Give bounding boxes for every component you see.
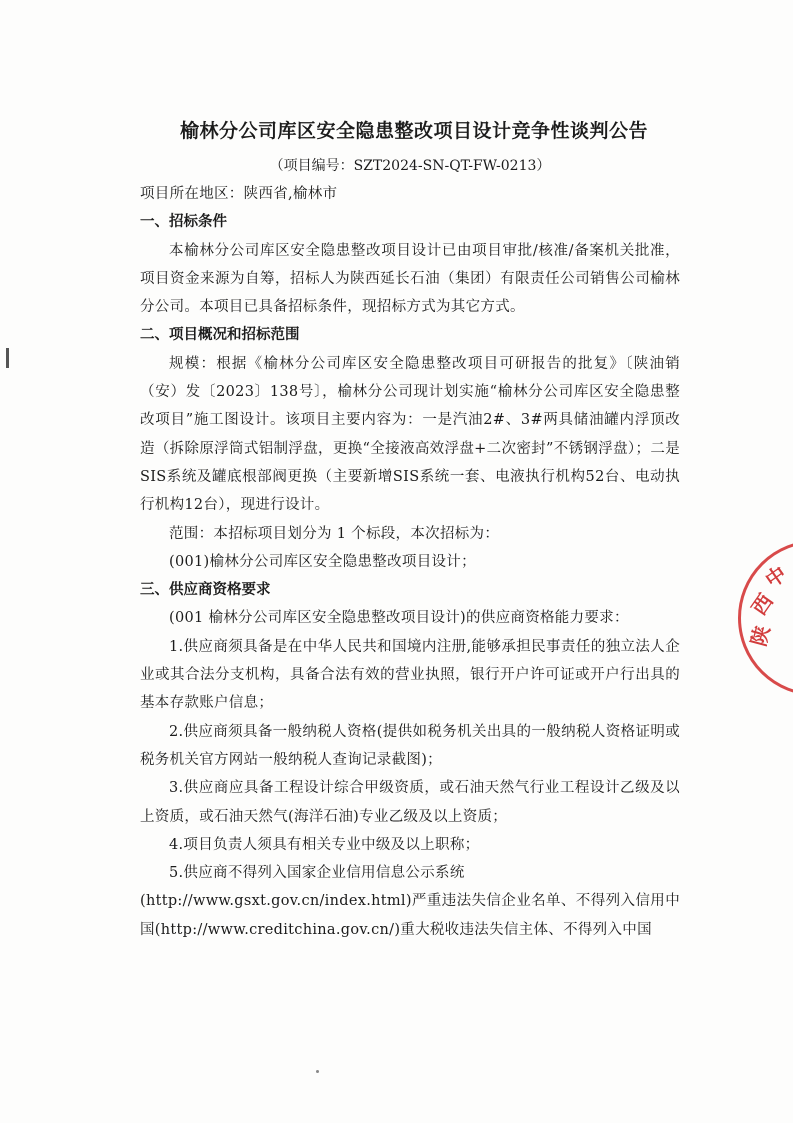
project-number: （项目编号：SZT2024-SN-QT-FW-0213） [269, 158, 551, 174]
section-2-scope-paragraph: 范围：本招标项目划分为 1 个标段，本次招标为： [169, 525, 500, 542]
binding-mark [6, 348, 9, 368]
section-2-heading: 二、项目概况和招标范围 [140, 327, 300, 344]
requirement-item-3: 3.供应商应具备工程设计综合甲级资质，或石油天然气行业工程设计乙级及以上资质，或石油天然气(海洋石油)专业乙级及以上资质； [140, 780, 680, 825]
section-1-paragraph: 本榆林分公司库区安全隐患整改项目设计已由项目审批/核准/备案机关批准，项目资金来源为自筹，招标人为陕西延长石油（集团）有限责任公司销售公司榆林分公司。本项目已具备招标条件，现招标方式为其它方式。 [140, 242, 680, 316]
seal-char-1: 陕 [746, 623, 775, 649]
seal-char-3: 中 [760, 561, 791, 593]
requirement-item-5-continued: (http://www.gsxt.gov.cn/index.html)严重违法失信企业名单、不得列入信用中国(http://www.creditchina.gov.cn/)重大税收违法失信主体、不得列入中国 [140, 893, 680, 938]
document-title: 榆林分公司库区安全隐患整改项目设计竞争性谈判公告 [179, 120, 648, 142]
section-3-intro: (001 榆林分公司库区安全隐患整改项目设计)的供应商资格能力要求： [169, 610, 629, 627]
requirement-item-5-line: 5.供应商不得列入国家企业信用信息公示系统 [169, 865, 465, 882]
requirement-item-2: 2.供应商须具备一般纳税人资格(提供如税务机关出具的一般纳税人资格证明或税务机关官方网站一般纳税人查询记录截图)； [140, 723, 680, 768]
section-3-heading: 三、供应商资格要求 [140, 582, 271, 599]
document-content [140, 118, 680, 944]
project-location: 项目所在地区：陕西省,榆林市 [140, 186, 338, 202]
section-2-lot-paragraph: (001)榆林分公司库区安全隐患整改项目设计； [169, 553, 476, 570]
scan-speck [316, 1070, 319, 1073]
requirement-item-1: 1.供应商须具备是在中华人民共和国境内注册,能够承担民事责任的独立法人企业或其合法分支机构，具备合法有效的营业执照，银行开户许可证或开户行出具的基本存款账户信息； [140, 638, 680, 712]
seal-char-2: 西 [746, 589, 778, 620]
section-1-heading: 一、招标条件 [140, 214, 227, 231]
requirement-item-4: 4.项目负责人须具有相关专业中级及以上职称； [169, 836, 480, 853]
section-2-scale-paragraph: 规模：根据《榆林分公司库区安全隐患整改项目可研报告的批复》〔陕油销（安）发〔2023〕138号〕，榆林分公司现计划实施“榆林分公司库区安全隐患整改项目”施工图设计。该项目主要内容为：一是汽油2#、3#两具储油罐内浮顶改造（拆除原浮筒式铝制浮盘，更换“全接液高效浮盘+二次密封”不锈钢浮盘）；二是SIS系统及罐底根部阀更换（主要新增SIS系统一套、电液执行机构52台、电动执行机构12台），现进行设计。 [140, 355, 680, 514]
company-seal-stamp [738, 540, 793, 696]
